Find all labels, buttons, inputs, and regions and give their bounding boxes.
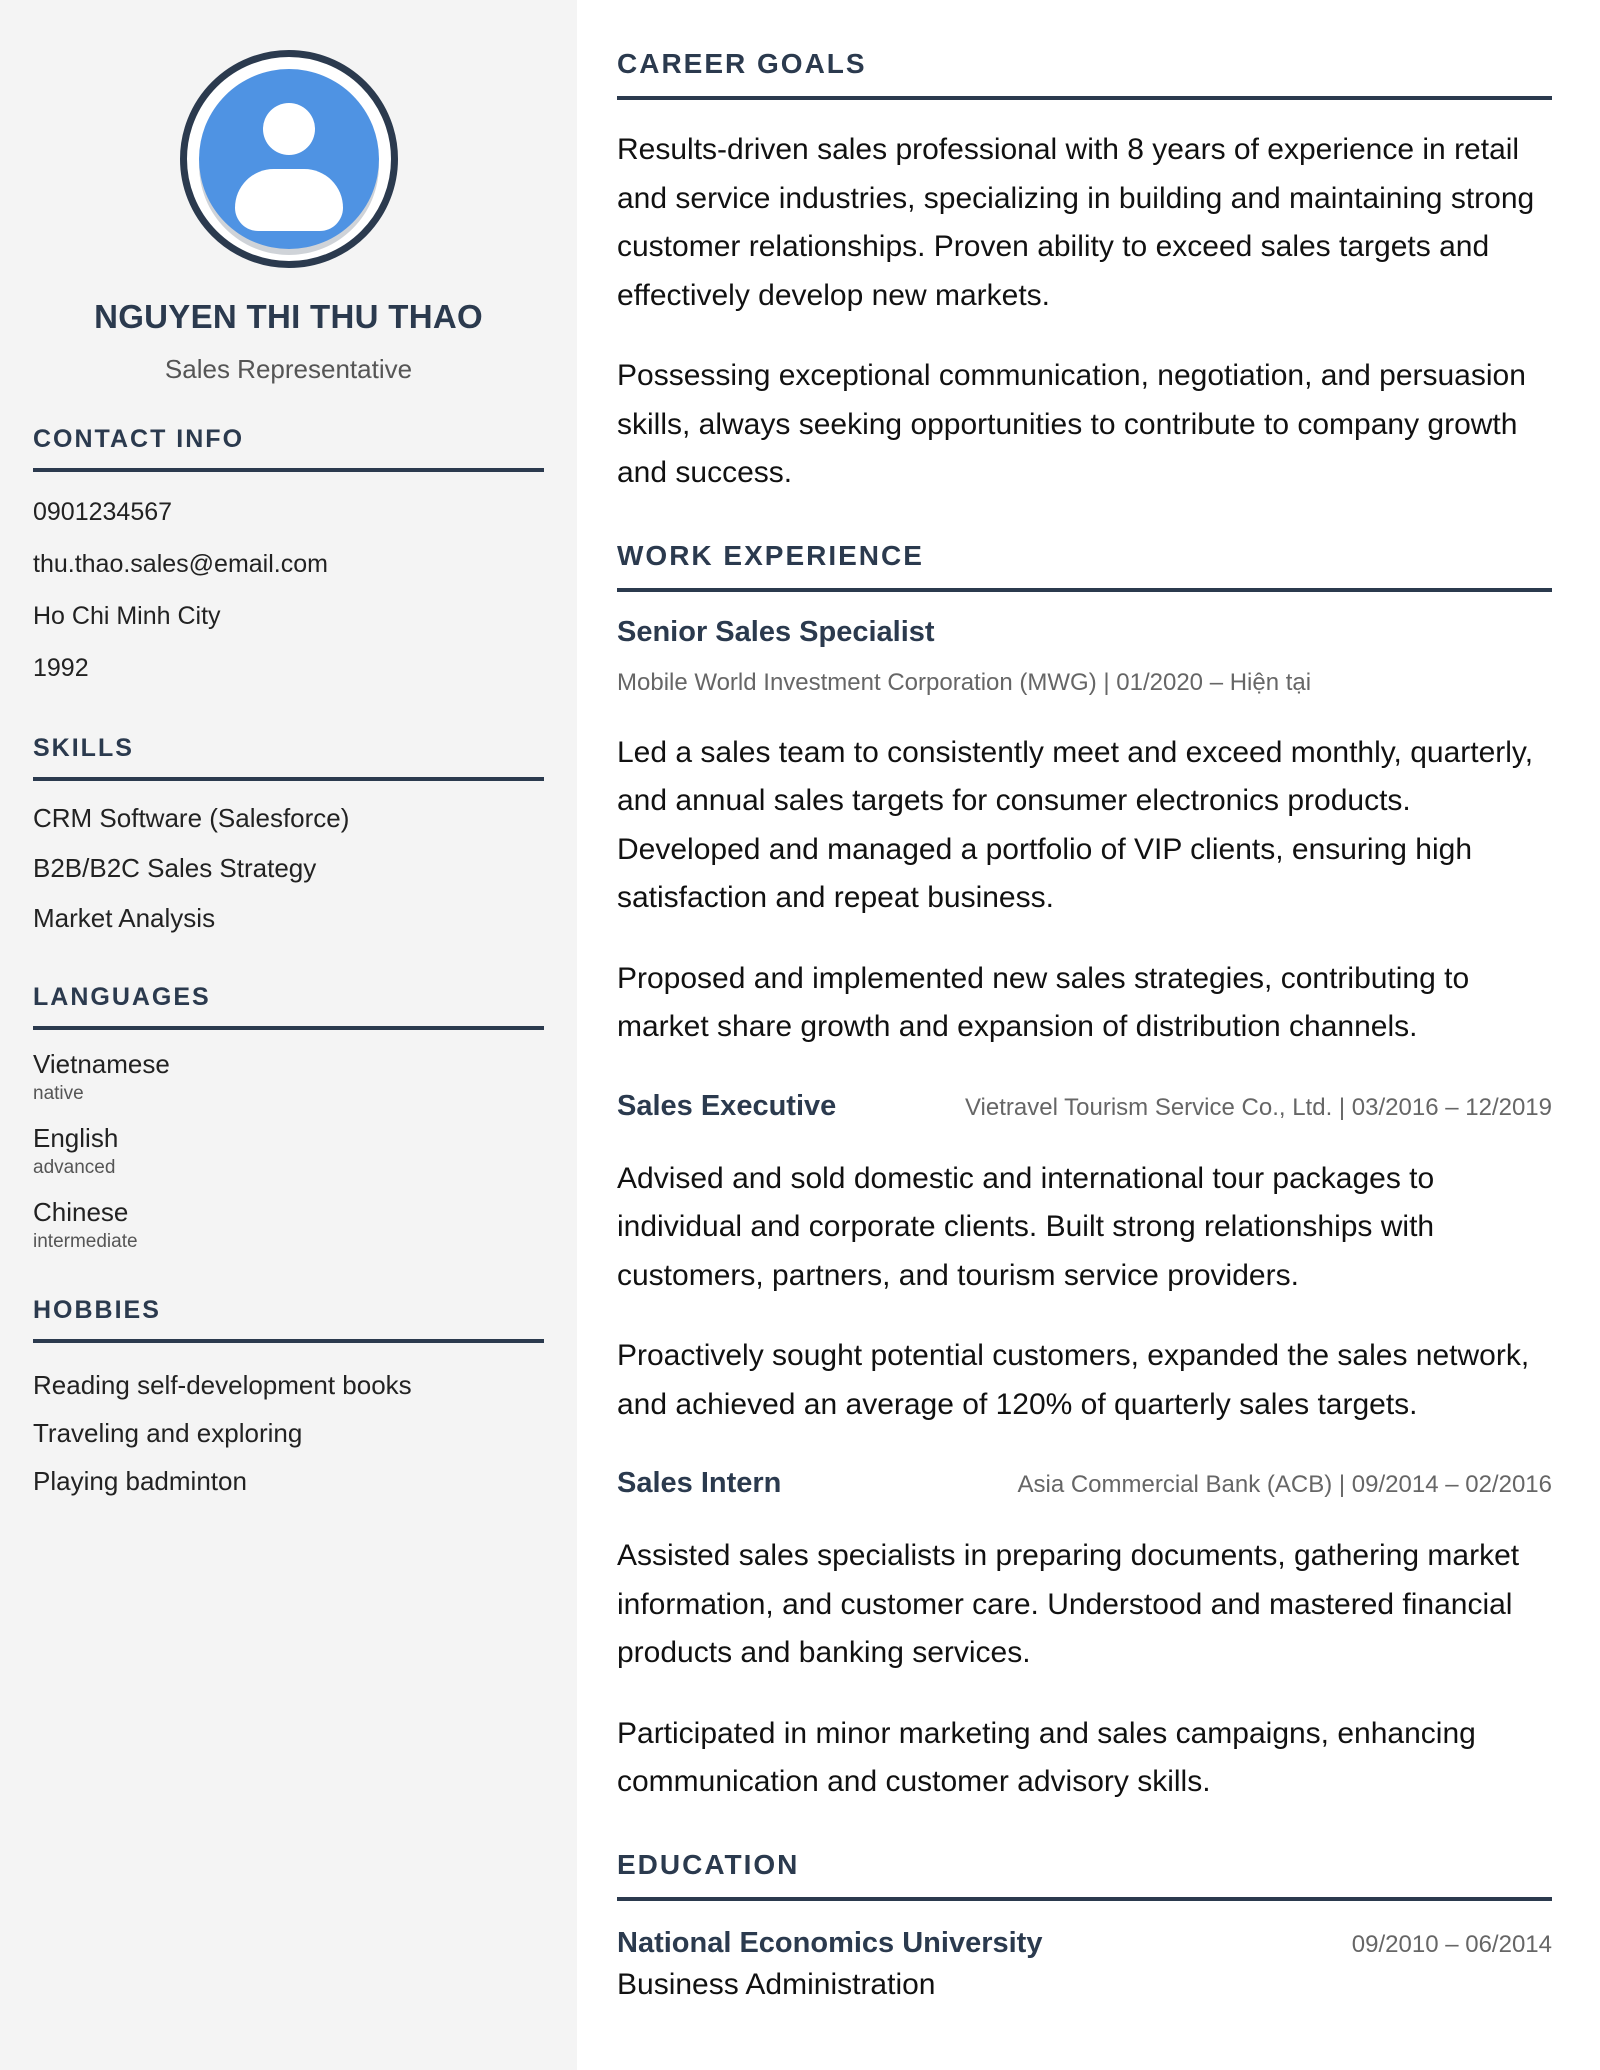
- job-description: Proposed and implemented new sales strategies, contributing to market share growth and expansion of distribution channels.: [617, 961, 1470, 1043]
- job-description: Participated in minor marketing and sales campaigns, enhancing communication and customer advisory skills.: [617, 1716, 1476, 1798]
- education-school: National Economics University: [617, 1926, 1043, 1959]
- contact-email: thu.thao.sales@email.com: [33, 550, 328, 578]
- language-item: [33, 1196, 544, 1256]
- education-major: Business Administration: [617, 1967, 936, 2001]
- language-name: English: [33, 1123, 119, 1153]
- hobby-item: Traveling and exploring: [33, 1418, 303, 1448]
- main-content: [617, 0, 1552, 2002]
- skill-item: B2B/B2C Sales Strategy: [33, 853, 317, 883]
- career-goals-paragraph: Possessing exceptional communication, negotiation, and persuasion skills, always seeking opportunities to contribute to company growth and success.: [617, 359, 1526, 489]
- job-description: Assisted sales specialists in preparing documents, gathering market information, and customer care. Understood and mastered financial products and banking services.: [617, 1539, 1520, 1669]
- language-level: intermediate: [33, 1231, 138, 1252]
- language-level: advanced: [33, 1157, 116, 1178]
- avatar-body: [235, 169, 343, 231]
- language-item: [33, 1048, 544, 1108]
- sidebar: [0, 0, 577, 2070]
- education-header: [617, 1927, 1552, 1960]
- contact-phone: 0901234567: [33, 498, 173, 526]
- hobbies-section: [33, 1296, 544, 1505]
- education-heading: EDUCATION: [617, 1849, 1552, 1901]
- job-meta: Mobile World Investment Corporation (MWG) | 01/2020 – Hiện tại: [617, 668, 1312, 696]
- contact-birth-year: 1992: [33, 654, 89, 682]
- job-description: Advised and sold domestic and international tour packages to individual and corporate clients. Built strong relationships with customers, partners, and tourism service providers.: [617, 1161, 1435, 1292]
- job-title: Sales Executive: [617, 1089, 837, 1122]
- job-entry: [617, 1090, 1552, 1430]
- avatar: [180, 50, 398, 268]
- language-level: native: [33, 1083, 84, 1104]
- language-item: [33, 1122, 544, 1182]
- job-meta: Vietravel Tourism Service Co., Ltd. | 03/2016 – 12/2019: [964, 1093, 1552, 1121]
- avatar-head: [263, 103, 315, 155]
- hobby-list: [33, 1361, 544, 1505]
- skill-item: CRM Software (Salesforce): [33, 803, 350, 833]
- work-experience-section: [617, 540, 1552, 1807]
- career-goals-heading: CAREER GOALS: [617, 48, 1552, 100]
- skills-heading: SKILLS: [33, 734, 544, 781]
- contact-heading: CONTACT INFO: [33, 425, 544, 472]
- skill-list: [33, 793, 544, 943]
- work-experience-heading: WORK EXPERIENCE: [617, 540, 1552, 592]
- education-dates: 09/2010 – 06/2014: [1351, 1930, 1552, 1958]
- hobby-item: Playing badminton: [33, 1466, 247, 1496]
- language-name: Vietnamese: [33, 1049, 170, 1079]
- contact-list: [33, 486, 544, 694]
- skill-item: Market Analysis: [33, 903, 216, 933]
- language-list: [33, 1048, 544, 1256]
- languages-section: [33, 983, 544, 1256]
- job-description: Led a sales team to consistently meet and exceed monthly, quarterly, and annual sales targets for consumer electronics products. Developed and managed a portfolio of VIP clients, ensuring high satisfaction and repeat business.: [617, 735, 1534, 914]
- hobbies-heading: HOBBIES: [33, 1296, 544, 1343]
- user-avatar-icon: [199, 69, 379, 249]
- profile-name: NGUYEN THI THU THAO: [94, 298, 483, 335]
- job-description: Proactively sought potential customers, expanded the sales network, and achieved an average of 120% of quarterly sales targets.: [617, 1339, 1530, 1421]
- career-goals-section: [617, 48, 1552, 498]
- languages-heading: LANGUAGES: [33, 983, 544, 1030]
- education-section: [617, 1849, 1552, 2002]
- hobby-item: Reading self-development books: [33, 1370, 412, 1400]
- job-entry: [617, 1467, 1552, 1807]
- job-header: [617, 1467, 1552, 1500]
- job-title: Sales Intern: [617, 1467, 782, 1499]
- job-header: [617, 1090, 1552, 1123]
- job-meta: Asia Commercial Bank (ACB) | 09/2014 – 02/2016: [1017, 1471, 1552, 1498]
- job-entry: [617, 616, 1552, 1052]
- skills-section: [33, 734, 544, 943]
- contact-section: [33, 425, 544, 694]
- job-title: Senior Sales Specialist: [617, 615, 935, 648]
- profile-title: Sales Representative: [164, 354, 413, 384]
- career-goals-paragraph: Results-driven sales professional with 8 years of experience in retail and service industries, specializing in building and maintaining strong customer relationships. Proven ability to exceed sales targets and effectively develop new markets.: [617, 133, 1535, 312]
- language-name: Chinese: [33, 1197, 129, 1227]
- contact-city: Ho Chi Minh City: [33, 602, 221, 630]
